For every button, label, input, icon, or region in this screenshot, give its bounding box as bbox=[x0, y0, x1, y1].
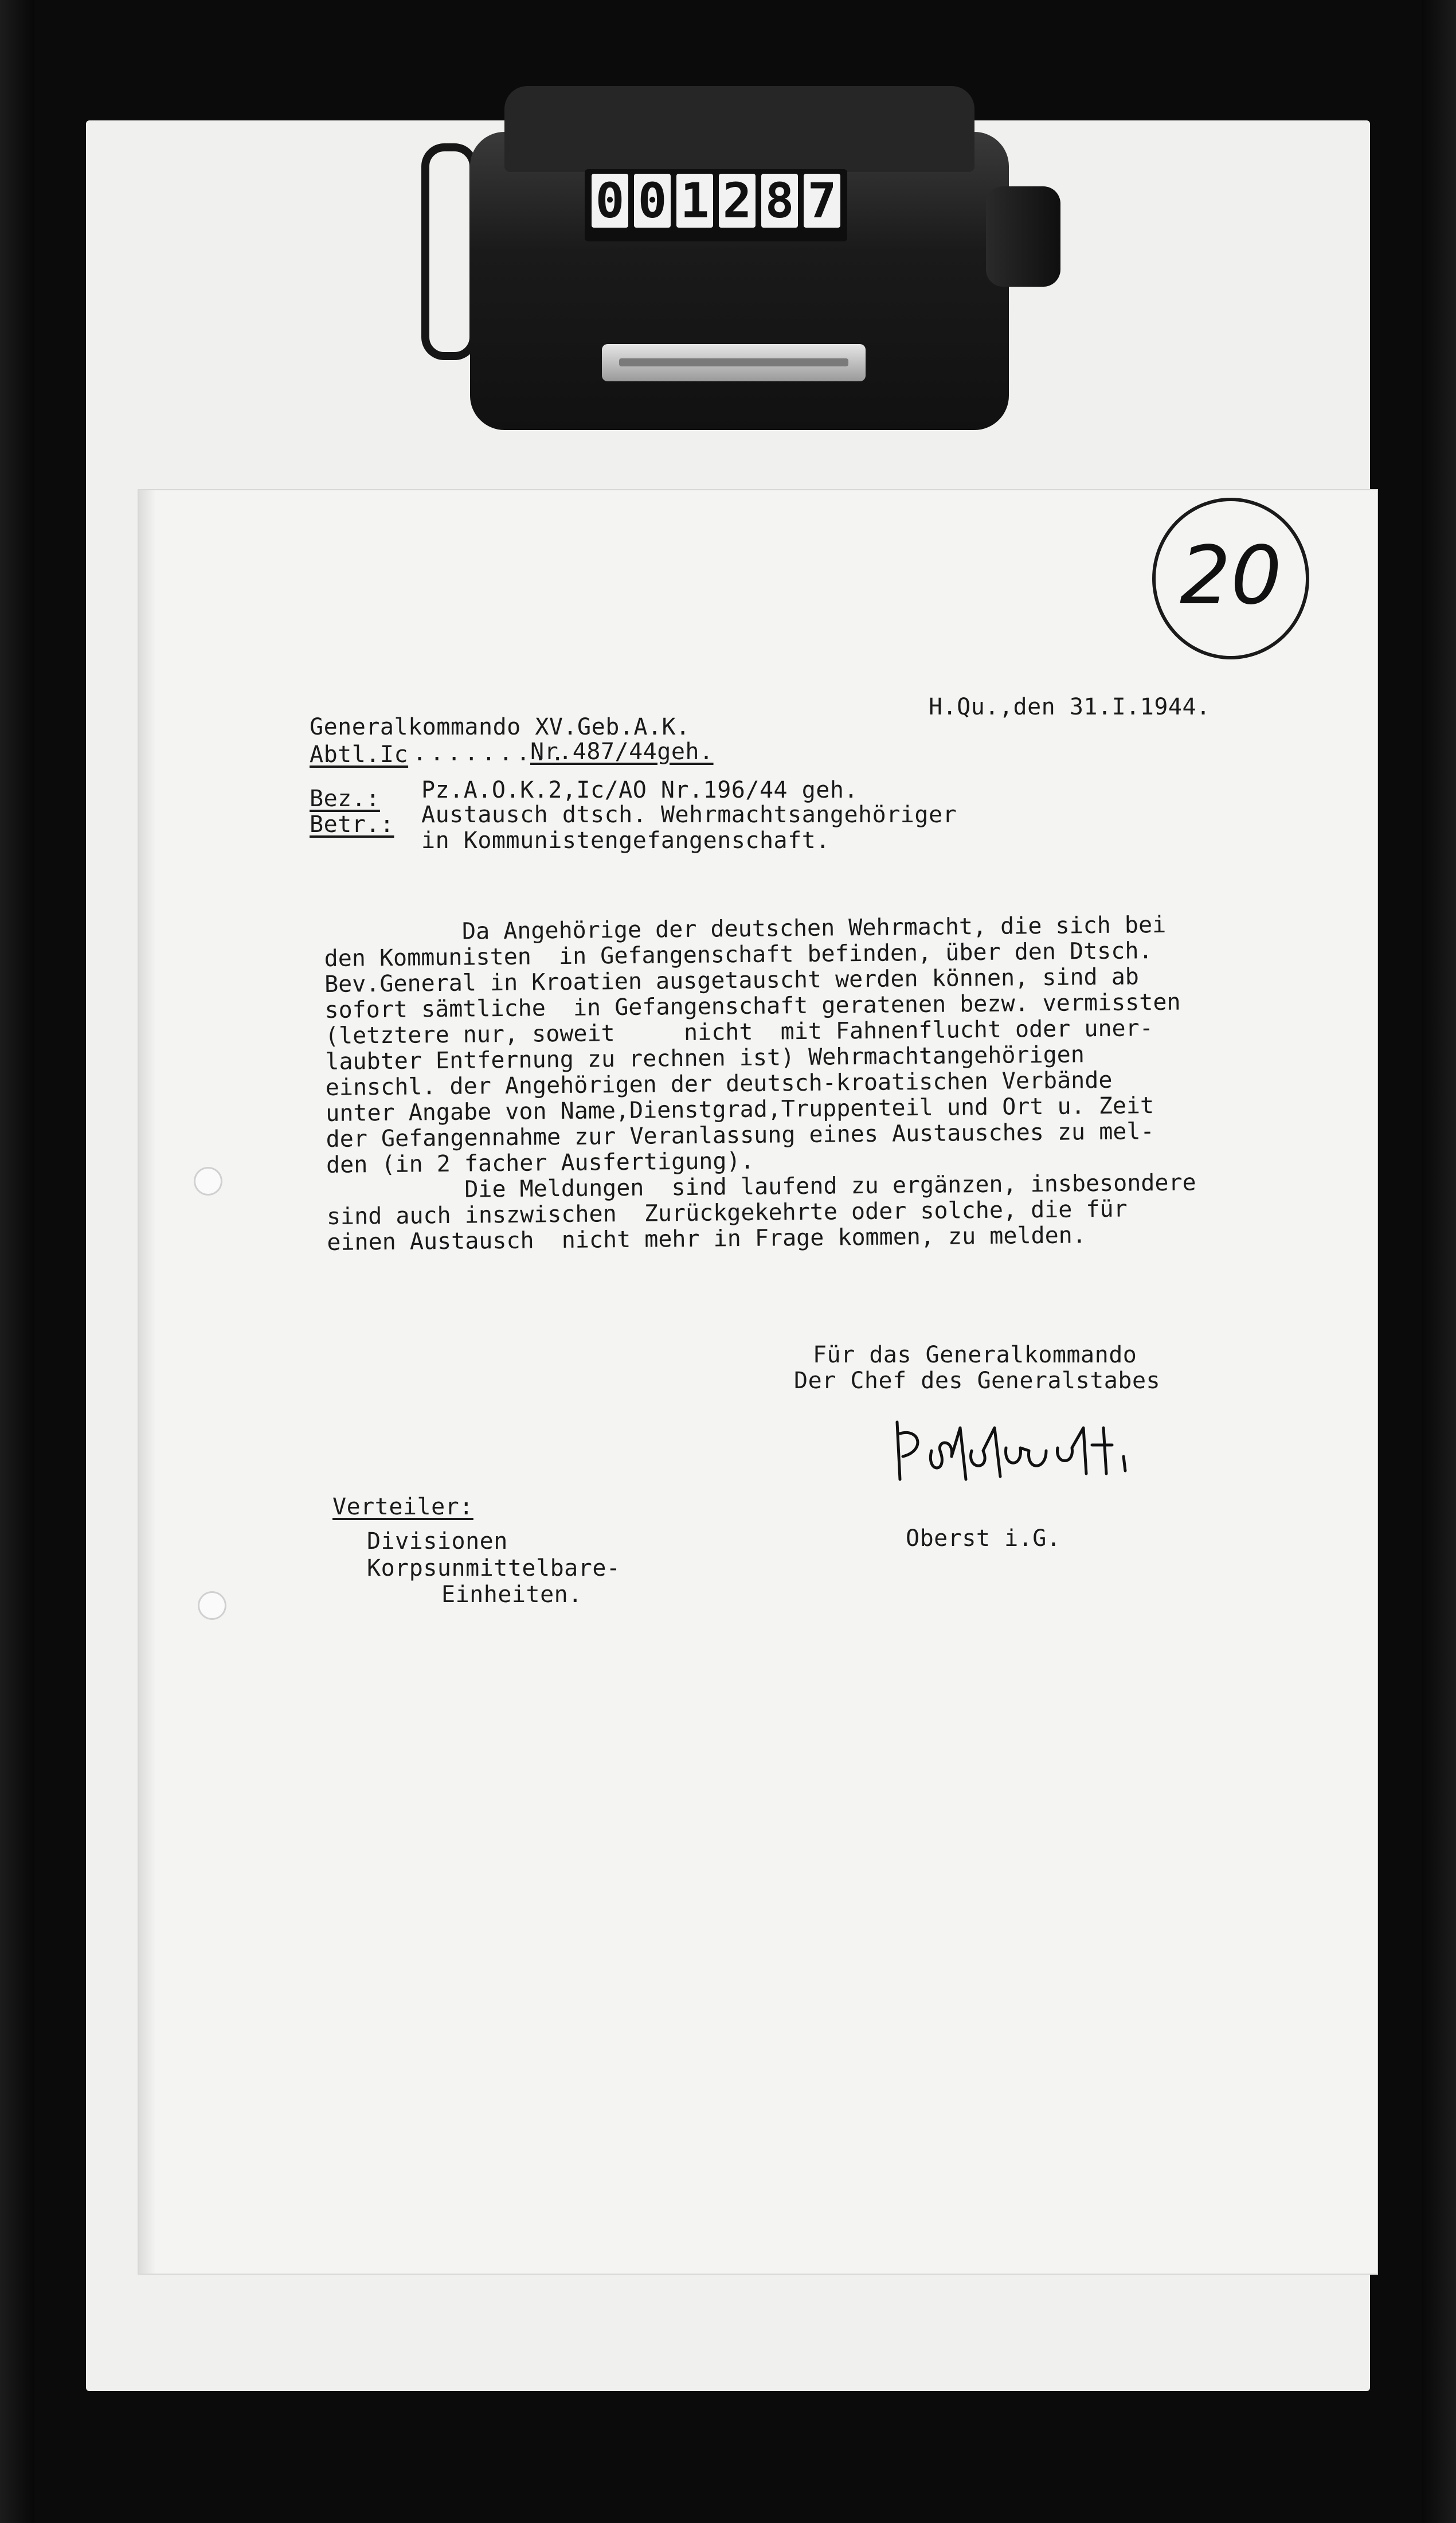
counter-plate bbox=[602, 344, 866, 381]
counter-digit: 2 bbox=[719, 174, 756, 228]
counter-digit: 7 bbox=[804, 174, 840, 228]
place-date: H.Qu.,den 31.I.1944. bbox=[929, 694, 1211, 720]
distribution-item: Korpsunmittelbare- bbox=[367, 1555, 621, 1581]
bez-value: Pz.A.O.K.2,Ic/AO Nr.196/44 geh. bbox=[421, 777, 859, 803]
sender-line: Generalkommando XV.Geb.A.K. bbox=[310, 714, 690, 740]
closing-line1: Für das Generalkommando bbox=[813, 1342, 1137, 1368]
betr-value-line1: Austausch dtsch. Wehrmachtsangehöriger bbox=[421, 802, 957, 828]
body-line: sind auch inszwischen Zurückgekehrte oder solche, die für bbox=[326, 1196, 1128, 1230]
betr-value-line2: in Kommunistengefangenschaft. bbox=[421, 827, 830, 854]
body-line: Da Angehörige der deutschen Wehrmacht, die sich bei bbox=[323, 911, 1167, 946]
body-line: Die Meldungen sind laufend zu ergänzen, insbesondere bbox=[326, 1169, 1196, 1204]
counter-digit: 0 bbox=[634, 174, 671, 228]
reference-number: Nr.487/44geh. bbox=[530, 739, 714, 765]
closing-line2: Der Chef des Generalstabes bbox=[794, 1368, 1161, 1394]
punch-hole bbox=[198, 1591, 226, 1620]
body-line: sofort sämtliche in Gefangenschaft geratenen bezw. vermissten bbox=[324, 989, 1181, 1024]
body-line: einen Austausch nicht mehr in Frage kommen, zu melden. bbox=[327, 1222, 1087, 1256]
counter-cable bbox=[421, 143, 477, 360]
body-line: laubter Entfernung zu rechnen ist) Wehrmachtangehörigen bbox=[325, 1041, 1085, 1075]
signer-rank: Oberst i.G. bbox=[906, 1525, 1061, 1552]
distribution-item: Divisionen bbox=[367, 1528, 508, 1555]
body-line: den (in 2 facher Ausfertigung). bbox=[326, 1147, 754, 1178]
film-edge-left bbox=[0, 0, 34, 2523]
counter-top bbox=[504, 86, 974, 172]
body-line: unter Angabe von Name,Dienstgrad,Truppenteil und Ort u. Zeit bbox=[326, 1092, 1154, 1127]
letter-body bbox=[324, 911, 1290, 1256]
counter-digit: 0 bbox=[592, 174, 628, 228]
film-edge-right bbox=[1422, 0, 1456, 2523]
page-number-stamp bbox=[1152, 498, 1309, 659]
body-line: (letztere nur, soweit nicht mit Fahnenflucht oder uner- bbox=[324, 1015, 1154, 1049]
counter-display bbox=[585, 169, 847, 241]
stamp-number: 20 bbox=[1179, 529, 1282, 623]
body-line: Bev.General in Kroatien ausgetauscht werden können, sind ab bbox=[324, 963, 1140, 998]
body-line: der Gefangennahme zur Veranlassung eines Austausches zu mel- bbox=[326, 1118, 1154, 1153]
counter-digit: 8 bbox=[761, 174, 798, 228]
body-line: den Kommunisten in Gefangenschaft befinden, über den Dtsch. bbox=[324, 938, 1153, 972]
handwritten-signature bbox=[886, 1416, 1138, 1491]
distribution-item: Einheiten. bbox=[441, 1581, 582, 1608]
counter-knob bbox=[986, 186, 1060, 287]
distribution-label: Verteiler: bbox=[332, 1494, 473, 1520]
page-counter-device bbox=[470, 86, 1009, 430]
bez-label: Bez.: bbox=[310, 786, 380, 812]
punch-hole bbox=[194, 1167, 222, 1196]
department: Abtl.Ic bbox=[310, 741, 409, 768]
dotted-leader: ......... bbox=[413, 740, 568, 766]
counter-digit: 1 bbox=[676, 174, 713, 228]
body-line: einschl. der Angehörigen der deutsch-kroatischen Verbände bbox=[325, 1067, 1113, 1101]
betr-label: Betr.: bbox=[310, 811, 394, 838]
